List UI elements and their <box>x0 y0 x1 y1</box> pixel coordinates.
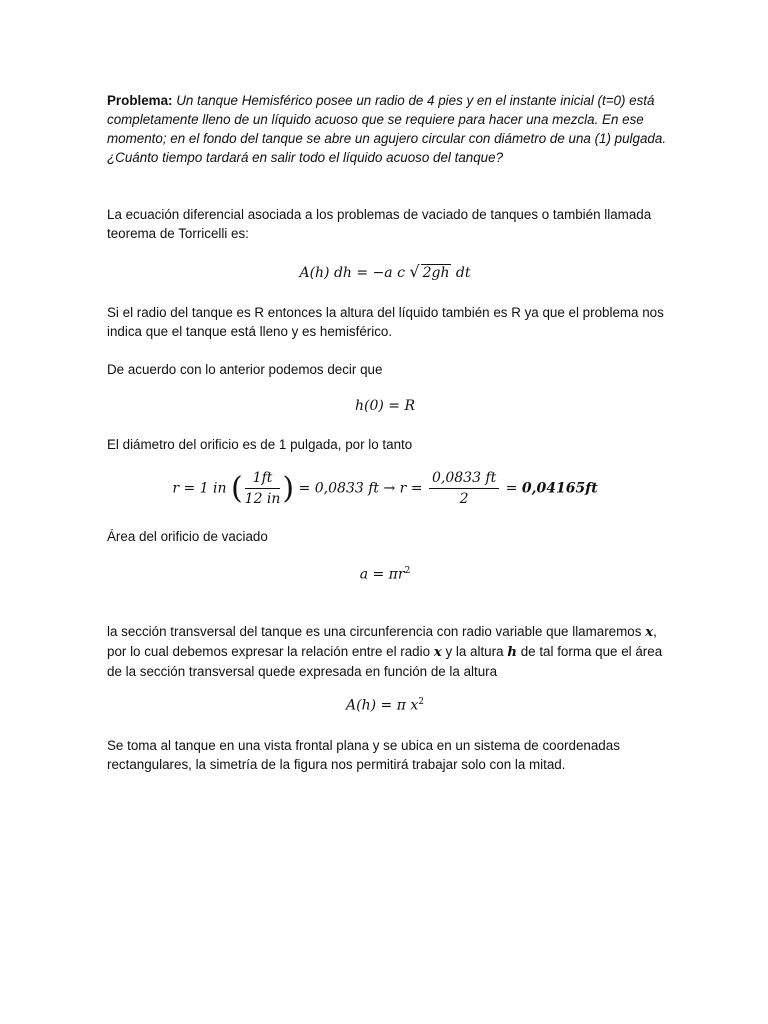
eq5-exponent: 2 <box>418 697 424 707</box>
equation-radius-conversion <box>107 470 663 507</box>
equation-initial-condition <box>107 398 663 414</box>
eq1-lhs: A(h) dh = −a c <box>299 265 410 281</box>
equation-cross-section-area <box>107 697 663 714</box>
eq1-radicand: 2gh <box>422 265 450 281</box>
paragraph-torricelli: La ecuación diferencial asociada a los problemas de vaciado de tanques o también llamada teorema de Torricelli es: <box>107 207 652 241</box>
eq3-result: 0,04165ft <box>521 480 598 497</box>
eq4-base: a = πr <box>359 566 405 583</box>
problem-statement <box>107 91 667 167</box>
paragraph-orifice-area: Área del orificio de vaciado <box>107 529 268 544</box>
eq3-part-c: = <box>501 480 522 497</box>
paragraph-diameter: El diámetro del orificio es de 1 pulgada, por lo tanto <box>107 437 413 452</box>
eq1-rhs: dt <box>451 265 471 281</box>
problem-label: Problema: <box>107 93 173 108</box>
paragraph-radius: Si el radio del tanque es R entonces la altura del líquido también es R ya que el problema nos indica que el tanque está lleno y es hemisférico. <box>107 305 664 339</box>
eq5-base: A(h) = π x <box>346 697 419 714</box>
fraction-ft-in: $\frac{1ft}{12 in}$ <box>244 470 281 507</box>
eq3-part-a: r = 1 in <box>172 480 231 497</box>
var-x: x <box>433 644 442 660</box>
sqrt-symbol: √ <box>409 262 420 281</box>
eq3-part-b: = 0,0833 ft → r = <box>294 480 427 497</box>
var-x: x <box>645 624 654 640</box>
problem-text: Un tanque Hemisférico posee un radio de 4 pies y en el instante inicial (t=0) está completamente lleno de un líquido acuoso que se requiere para hacer una mezcla. En ese momento; en el fondo del tanque se abre un agujero circular con diámetro de una (1) pulgada. ¿Cuánto tiempo tardará en salir todo el líquido acuoso del tanque? <box>107 93 667 165</box>
paragraph-consequence: De acuerdo con lo anterior podemos decir que <box>107 362 383 377</box>
var-h: h <box>507 644 517 660</box>
equation-torricelli <box>107 262 663 281</box>
paragraph-cross-section: la sección transversal del tanque es una circunferencia con radio variable que llamaremos x, por lo cual debemos expresar la relación entre el radio x y la altura h de tal forma que el área de la sección transversal quede expresada en función de la altura <box>107 624 663 679</box>
left-paren: ( <box>230 471 243 506</box>
fraction-half: $\frac{0,0833 ft}{2}$ <box>429 470 499 507</box>
paragraph-coordinates: Se toma al tanque en una vista frontal plana y se ubica en un sistema de coordenadas rectangulares, la simetría de la figura nos permitirá trabajar solo con la mitad. <box>107 738 620 772</box>
right-paren: ) <box>282 471 295 506</box>
eq2-text: h(0) = R <box>354 398 416 414</box>
eq4-exponent: 2 <box>404 566 411 576</box>
equation-orifice-area <box>107 566 663 583</box>
